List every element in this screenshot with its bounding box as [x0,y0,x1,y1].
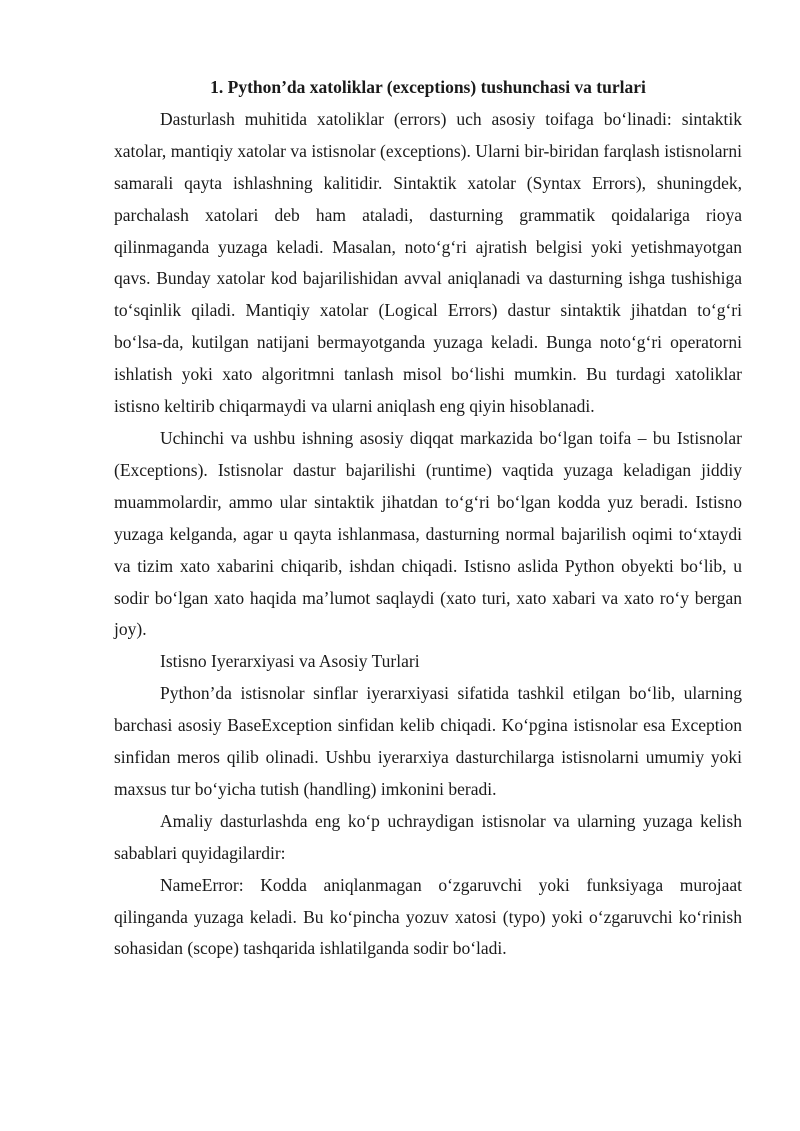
document-body [114,72,742,965]
paragraph-error-types: Dasturlash muhitida xatoliklar (errors) uch asosiy toifaga bo‘linadi: sintaktik xatolar, mantiqiy xatolar va istisnolar (exceptions). Ularni bir-biridan farqlash istisnolarni samarali qayta ishlashning kalitidir. Sintaktik xatolar (Syntax Errors), shuningdek, parchalash xatolari deb ham ataladi, dasturning grammatik qoidalariga rioya qilinmaganda yuzaga keladi. Masalan, noto‘g‘ri ajratish belgisi yoki yetishmayotgan qavs. Bunday xatolar kod bajarilishidan avval aniqlanadi va dasturning ishga tushishiga to‘sqinlik qiladi. Mantiqiy xatolar (Logical Errors) dastur sintaktik jihatdan to‘g‘ri bo‘lsa-da, kutilgan natijani bermayotganda yuzaga keladi. Bunga noto‘g‘ri operatorni ishlatish yoki xato algoritmni tanlash misol bo‘lishi mumkin. Bu turdagi xatoliklar istisno keltirib chiqarmaydi va ularni aniqlash eng qiyin hisoblanadi. [114,108,742,417]
section-title: 1. Python’da xatoliklar (exceptions) tushunchasi va turlari [210,77,646,97]
subheading-hierarchy: Istisno Iyerarxiyasi va Asosiy Turlari [160,651,420,672]
paragraph-hierarchy: Python’da istisnolar sinflar iyerarxiyasi sifatida tashkil etilgan bo‘lib, ularning barchasi asosiy BaseException sinfidan kelib chiqadi. Ko‘pgina istisnolar esa Exception sinfidan meros qilib olinadi. Ushbu iyerarxiya dasturchilarga istisnolarni umumiy yoki maxsus tur bo‘yicha tutish (handling) imkonini beradi. [114,683,742,799]
paragraph-nameerror: NameError: Kodda aniqlanmagan o‘zgaruvchi yoki funksiyaga murojaat qilinganda yuzaga keladi. Bu ko‘pincha yozuv xatosi (typo) yoki o‘zgaruvchi ko‘rinish sohasidan (scope) tashqarida ishlatilganda sodir bo‘ladi. [114,874,742,959]
paragraph-exceptions: Uchinchi va ushbu ishning asosiy diqqat markazida bo‘lgan toifa – bu Istisnolar (Exceptions). Istisnolar dastur bajarilishi (runtime) vaqtida yuzaga keladigan jiddiy muammolardir, ammo ular sintaktik jihatdan to‘g‘ri bo‘lgan kodda yuz beradi. Istisno yuzaga kelganda, agar u qayta ishlanmasa, dasturning normal bajarilish oqimi to‘xtaydi va tizim xato xabarini chiqarib, ishdan chiqadi. Istisno aslida Python obyekti bo‘lib, u sodir bo‘lgan xato haqida ma’lumot saqlaydi (xato turi, xato xabari va xato ro‘y bergan joy). [114,427,742,640]
paragraph-common-exceptions: Amaliy dasturlashda eng ko‘p uchraydigan istisnolar va ularning yuzaga kelish sabablari quyidagilardir: [114,810,742,863]
